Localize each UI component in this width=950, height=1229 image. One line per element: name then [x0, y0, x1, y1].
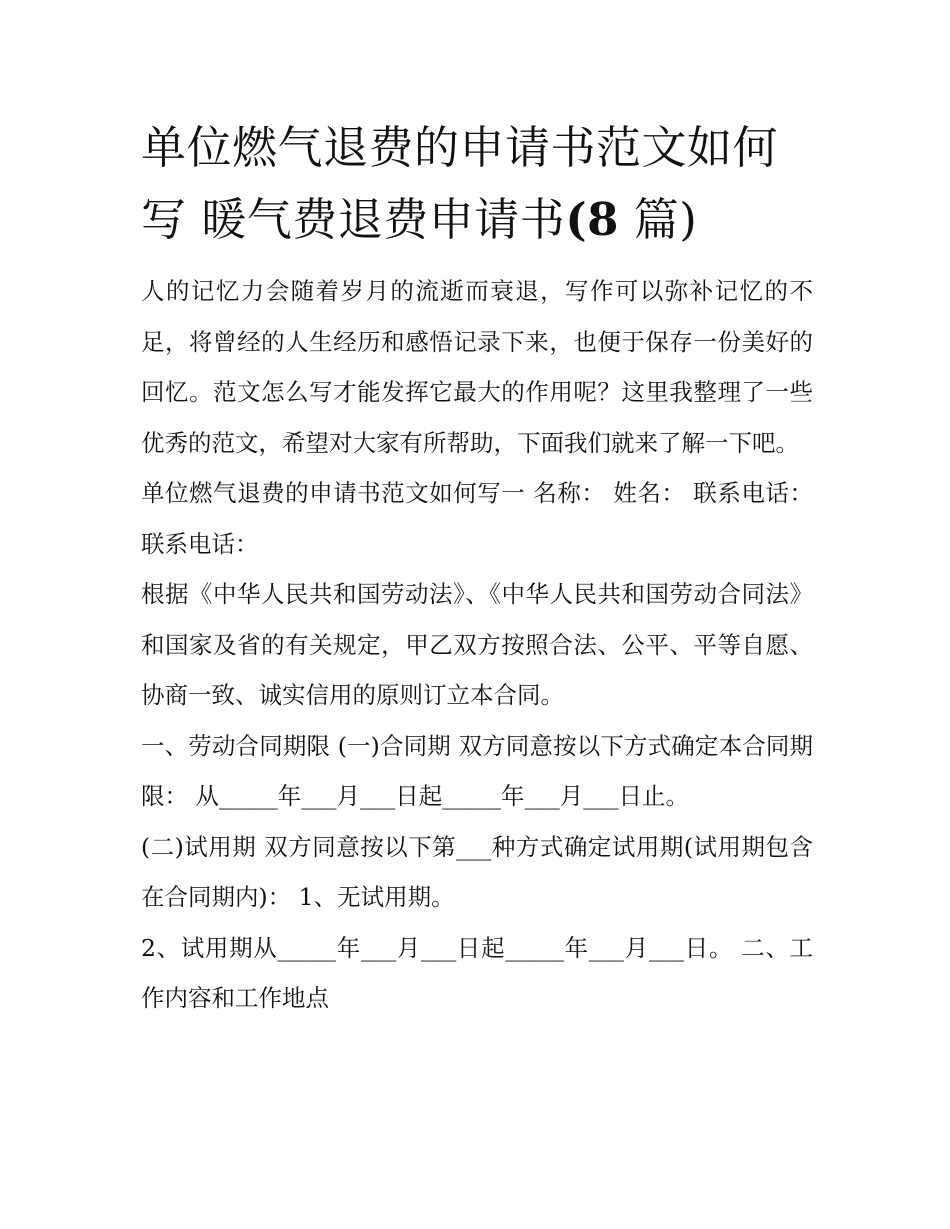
probation-period-paragraph: 2、试用期从_____年___月___日起_____年___月___日。 二、工作内容和工作地点 [141, 933, 813, 1012]
basis-paragraph: 根据《中华人民共和国劳动法》、《中华人民共和国劳动合同法》和国家及省的有关规定，甲乙双方按照合法、公平、平等自愿、协商一致、诚实信用的原则订立本合同。 [141, 580, 813, 709]
document-page [141, 112, 813, 1024]
title-count: (8 [565, 193, 619, 246]
contact-paragraph: 单位燃气退费的申请书范文如何写一 名称： 姓名： 联系电话： 联系电话： [141, 479, 813, 558]
title-text: 单位燃气退费的申请书范文如何写 暖气费退费申请书 [141, 121, 779, 246]
title-suffix: 篇) [618, 193, 698, 246]
contract-term-paragraph: 一、劳动合同期限 (一)合同期 双方同意按以下方式确定本合同期限： 从_____年___月___日起_____年___月___日止。 [141, 731, 813, 810]
probation-paragraph: (二)试用期 双方同意按以下第___种方式确定试用期(试用期包含在合同期内)： 1、无试用期。 [141, 832, 813, 911]
intro-paragraph: 人的记忆力会随着岁月的流逝而衰退，写作可以弥补记忆的不足，将曾经的人生经历和感悟记录下来，也便于保存一份美好的回忆。范文怎么写才能发挥它最大的作用呢？这里我整理了一些优秀的范文，希望对大家有所帮助，下面我们就来了解一下吧。 [141, 277, 813, 457]
document-title [141, 112, 813, 256]
